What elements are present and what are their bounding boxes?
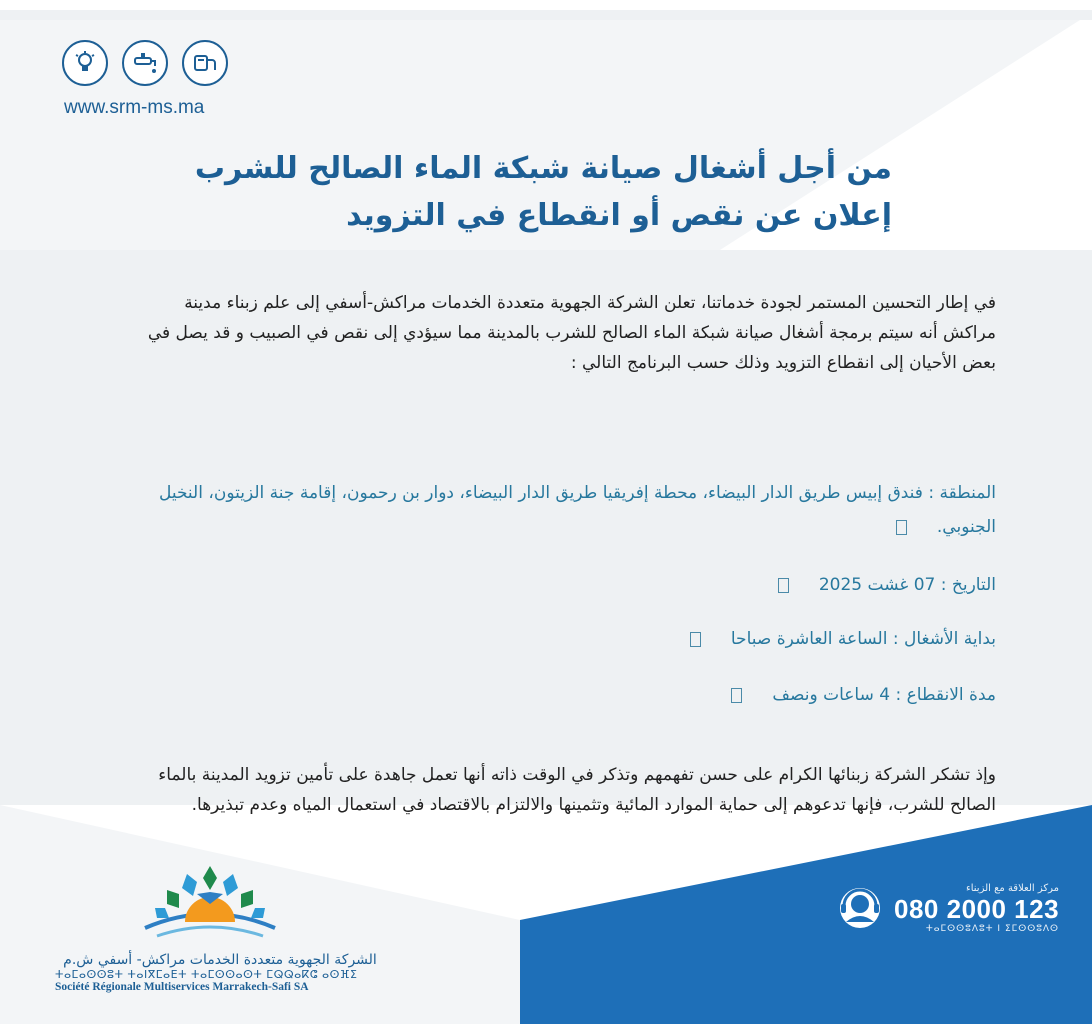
missing-glyph-icon [778, 578, 789, 593]
hotline-text [894, 883, 1059, 934]
company-name-french: Société Régionale Multiservices Marrakech-Safi SA [55, 981, 309, 993]
lightbulb-icon [72, 50, 98, 76]
detail-start-time [136, 622, 996, 656]
sanitation-icon [182, 40, 228, 86]
detail-duration-text: مدة الانقطاع : 4 ساعات ونصف [772, 685, 996, 705]
missing-glyph-icon [731, 688, 742, 703]
detail-date [136, 568, 996, 602]
company-name-arabic: الشركة الجهوية متعددة الخدمات مراكش- أسفي ش.م [63, 952, 377, 968]
water-tap-icon [122, 40, 168, 86]
hotline-caption: مركز العلاقة مع الزبناء [966, 882, 1060, 894]
top-gray-band [0, 10, 1092, 20]
detail-zone [136, 476, 996, 544]
hotline-tifinagh: ⵜⴰⵎⵙⵙⵓⴷⵓⵜ ⵏ ⵉⵎⵙⵙⵓⴷⵙ [925, 923, 1060, 934]
missing-glyph-icon [896, 520, 907, 535]
website-url: www.srm-ms.ma [64, 97, 205, 118]
detail-date-text: التاريخ : 07 غشت 2025 [818, 575, 996, 595]
electricity-icon [62, 40, 108, 86]
page-title [132, 145, 892, 239]
service-icons [62, 40, 228, 86]
customer-hotline [832, 880, 1059, 936]
faucet-icon [132, 50, 158, 76]
call-center-agent-icon [832, 880, 888, 936]
missing-glyph-icon [690, 632, 701, 647]
company-name-tifinagh: ⵜⴰⵎⴰⵙⵙⵓⵜ ⵜⴰⵏⴳⵎⴰⴹⵜ ⵜⴰⵎⵙⵙⴰⵙⵜ ⵎⵕⵕⴰⴽⵛ ⴰⵙⴼⵉ [55, 968, 358, 981]
closing-paragraph: وإذ تشكر الشركة زبنائها الكرام على حسن تفهمهم وتذكر في الوقت ذاته أنها تعمل جاهدة على تأمين تزويد المدينة بالماء الصالح للشرب، فإنها تدعوهم إلى حماية الموارد المائية وتثمينها والالتزام بالاقتصاد في استعمال المياه وعدم تبذيرها. [158, 765, 996, 815]
company-logo-block [55, 862, 385, 993]
pipe-icon [192, 50, 218, 76]
company-logo-icon [135, 862, 285, 944]
detail-zone-text: المنطقة : فندق إبيس طريق الدار البيضاء، محطة إفريقيا طريق الدار البيضاء، دوار بن رحمون، إقامة جنة الزيتون، النخيل الجنوبي. [158, 483, 996, 537]
detail-start-text: بداية الأشغال : الساعة العاشرة صباحا [730, 629, 996, 649]
title-line-2: إعلان عن نقص أو انقطاع في التزويد [346, 198, 892, 233]
intro-paragraph: في إطار التحسين المستمر لجودة خدماتنا، تعلن الشركة الجهوية متعددة الخدمات مراكش-أسفي إلى علم زبناء مدينة مراكش أنه سيتم برمجة أشغال صيانة شبكة الماء الصالح للشرب بالمدينة مما سيؤدي إلى نقص في الصبيب و قد يصل في بعض الأحيان إلى انقطاع التزويد وذلك حسب البرنامج التالي : [147, 293, 996, 373]
detail-duration [136, 678, 996, 712]
hotline-number: 080 2000 123 [894, 893, 1060, 924]
title-line-1: من أجل أشغال صيانة شبكة الماء الصالح للشرب [194, 151, 892, 186]
